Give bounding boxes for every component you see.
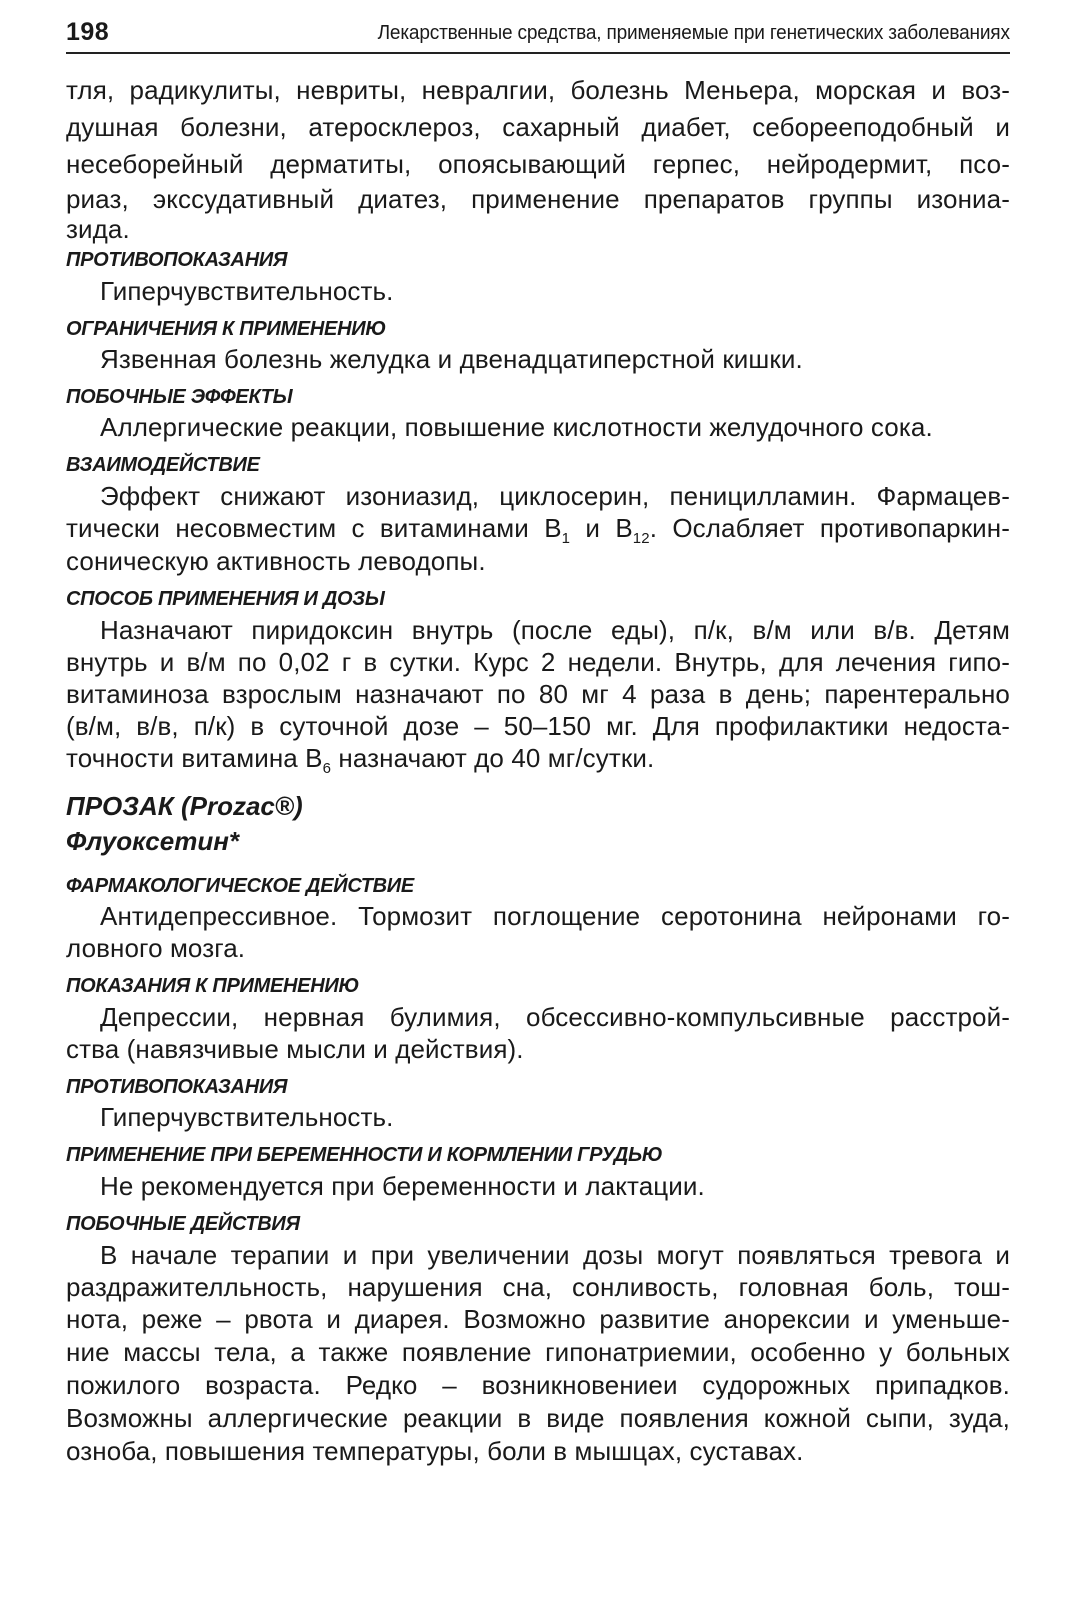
section-heading-contraindications: ПРОТИВОПОКАЗАНИЯ	[66, 249, 288, 271]
section-text: Назначают пиридоксин внутрь (после еды), п/к, в/м или в/в. Детям	[100, 615, 1010, 645]
section-text: Аллергические реакции, повышение кислотности желудочного сока.	[100, 412, 933, 442]
section-text: Антидепрессивное. Тормозит поглощение серотонина нейронами го-	[100, 901, 1010, 931]
text-fragment: тически несовместим с витаминами В	[66, 513, 562, 543]
section-text: В начале терапии и при увеличении дозы могут появляться тревога и	[100, 1240, 1010, 1270]
drug-generic-name: Флуоксетин*	[66, 826, 240, 856]
text-fragment: и В	[570, 513, 633, 543]
section-text-with-subscripts	[66, 742, 655, 777]
section-heading-side-effects: ПОБОЧНЫЕ ДЕЙСТВИЯ	[66, 1213, 300, 1235]
intro-line: душная болезни, атеросклероз, сахарный диабет, себорееподобный и	[66, 112, 1010, 142]
section-text: Гиперчувствительность.	[100, 1102, 394, 1132]
section-text: Депрессии, нервная булимия, обсессивно-компульсивные расстрой-	[100, 1002, 1010, 1032]
section-text: ловного мозга.	[66, 933, 246, 963]
text-fragment: . Ослабляет противопаркин-	[649, 513, 1011, 543]
running-head: Лекарственные средства, применяемые при генетических заболеваниях	[377, 21, 1010, 44]
section-text: Возможны аллергические реакции в виде появления кожной сыпи, зуда,	[66, 1403, 1010, 1433]
section-text: внутрь и в/м по 0,02 г в сутки. Курс 2 недели. Внутрь, для лечения гипо-	[66, 647, 1010, 677]
intro-line: несеборейный дерматиты, опоясывающий герпес, нейродермит, псо-	[66, 149, 1010, 179]
section-text: ние массы тела, а также появление гипонатриемии, особенно у больных	[66, 1337, 1010, 1367]
text-fragment: назначают до 40 мг/сутки.	[331, 743, 655, 773]
intro-line: риаз, экссудативный диатез, применение препаратов группы изониа-	[66, 184, 1010, 214]
section-heading-pregnancy: ПРИМЕНЕНИЕ ПРИ БЕРЕМЕННОСТИ И КОРМЛЕНИИ ГРУДЬЮ	[66, 1144, 663, 1166]
subscript: 6	[322, 760, 332, 777]
section-text: нота, реже – рвота и диарея. Возможно развитие анорексии и уменьше-	[66, 1304, 1010, 1334]
page-number: 198	[66, 18, 110, 46]
section-text: ства (навязчивые мысли и действия).	[66, 1034, 524, 1064]
section-heading-side-effects: ПОБОЧНЫЕ ЭФФЕКТЫ	[66, 386, 293, 408]
section-text: озноба, повышения температуры, боли в мышцах, суставах.	[66, 1436, 804, 1466]
section-text: раздражителльность, нарушения сна, сонливость, головная боль, тош-	[66, 1272, 1010, 1302]
section-heading-interaction: ВЗАИМОДЕЙСТВИЕ	[66, 454, 260, 476]
section-heading-pharmacology: ФАРМАКОЛОГИЧЕСКОЕ ДЕЙСТВИЕ	[66, 875, 414, 897]
text-fragment: точности витамина В	[66, 743, 323, 773]
section-heading-contraindications: ПРОТИВОПОКАЗАНИЯ	[66, 1076, 288, 1098]
intro-line: тля, радикулиты, невриты, невралгии, болезнь Меньера, морская и воз-	[66, 75, 1010, 105]
section-text: пожилого возраста. Редко – возникновениеи судорожных припадков.	[66, 1370, 1010, 1400]
section-heading-dosage: СПОСОБ ПРИМЕНЕНИЯ И ДОЗЫ	[66, 588, 385, 610]
drug-title: ПРОЗАК (Prozac®)	[66, 791, 303, 821]
section-heading-limitations: ОГРАНИЧЕНИЯ К ПРИМЕНЕНИЮ	[66, 318, 386, 340]
section-text: Не рекомендуется при беременности и лактации.	[100, 1171, 705, 1201]
subscript: 12	[632, 530, 650, 547]
section-text-with-subscripts	[66, 512, 1011, 547]
section-text: Гиперчувствительность.	[100, 276, 394, 306]
page-header	[66, 14, 1010, 54]
intro-line: зида.	[66, 214, 130, 244]
section-text: (в/м, в/в, п/к) в суточной дозе – 50–150 мг. Для профилактики недоста-	[66, 711, 1010, 741]
section-text: Язвенная болезнь желудка и двенадцатиперстной кишки.	[100, 344, 803, 374]
section-heading-indications: ПОКАЗАНИЯ К ПРИМЕНЕНИЮ	[66, 975, 359, 997]
subscript: 1	[561, 530, 571, 547]
section-text: Эффект снижают изониазид, циклосерин, пеницилламин. Фармацев-	[100, 481, 1010, 511]
section-text: соническую активность леводопы.	[66, 546, 486, 576]
section-text: витаминоза взрослым назначают по 80 мг 4 раза в день; парентерально	[66, 679, 1010, 709]
